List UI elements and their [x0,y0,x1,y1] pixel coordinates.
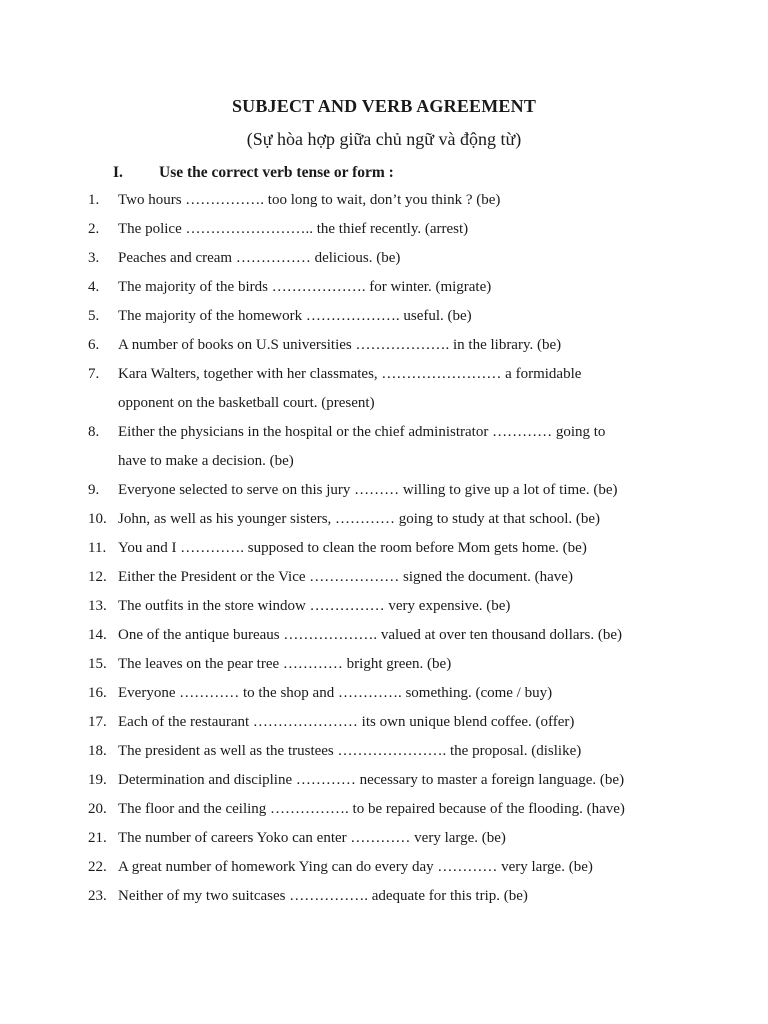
exercise-text: opponent on the basketball court. (present) [118,395,375,411]
exercise-row [0,422,768,451]
exercise-number: 20. [88,801,107,817]
exercise-text: Determination and discipline ………… necessary to master a foreign language. (be) [118,772,625,788]
exercise-number: 3. [88,250,100,266]
exercise-row [0,596,768,625]
exercise-row [0,509,768,538]
exercise-text: Either the physicians in the hospital or the chief administrator ………… going to [118,424,606,440]
exercise-text: The president as well as the trustees …………………. the proposal. (dislike) [118,743,582,759]
exercise-row [0,654,768,683]
exercise-text: Everyone ………… to the shop and …………. something. (come / buy) [118,685,553,701]
exercise-row [0,770,768,799]
exercise-text: The majority of the homework ………………. useful. (be) [118,308,472,324]
exercise-text: Kara Walters, together with her classmates, …………………… a formidable [118,366,582,382]
section-heading [113,163,394,183]
exercise-row [0,567,768,596]
section-number: I. [113,164,123,181]
exercise-text: The number of careers Yoko can enter ………… very large. (be) [118,830,506,846]
exercise-row [0,886,768,915]
exercise-number: 11. [88,540,107,556]
exercise-text: Each of the restaurant ………………… its own unique blend coffee. (offer) [118,714,575,730]
exercise-continuation [0,393,768,422]
exercise-text: The majority of the birds ………………. for winter. (migrate) [118,279,492,295]
exercise-text: Two hours ……………. too long to wait, don’t you think ? (be) [118,192,501,208]
exercise-text: The floor and the ceiling ……………. to be repaired because of the flooding. (have) [118,801,625,817]
exercise-number: 17. [88,714,107,730]
exercise-number: 10. [88,511,107,527]
exercise-row [0,799,768,828]
exercise-number: 1. [88,192,100,208]
exercise-row [0,480,768,509]
exercise-number: 21. [88,830,107,846]
exercise-row [0,190,768,219]
exercise-row [0,712,768,741]
exercise-number: 23. [88,888,107,904]
exercise-text: Neither of my two suitcases ……………. adequate for this trip. (be) [118,888,528,904]
exercise-row [0,248,768,277]
exercise-text: The police …………………….. the thief recently. (arrest) [118,221,469,237]
exercise-text: A great number of homework Ying can do every day ………… very large. (be) [118,859,593,875]
exercise-row [0,277,768,306]
exercise-number: 12. [88,569,107,585]
exercise-number: 5. [88,308,100,324]
exercise-number: 22. [88,859,107,875]
exercise-number: 19. [88,772,107,788]
exercise-number: 15. [88,656,107,672]
exercise-list [0,190,768,915]
exercise-text: Peaches and cream …………… delicious. (be) [118,250,401,266]
exercise-number: 8. [88,424,100,440]
exercise-row [0,538,768,567]
exercise-number: 9. [88,482,100,498]
exercise-text: The leaves on the pear tree ………… bright green. (be) [118,656,452,672]
exercise-row [0,306,768,335]
exercise-row [0,857,768,886]
exercise-number: 2. [88,221,100,237]
exercise-continuation [0,451,768,480]
exercise-number: 14. [88,627,107,643]
exercise-number: 6. [88,337,100,353]
exercise-row [0,219,768,248]
exercise-row [0,625,768,654]
exercise-number: 16. [88,685,107,701]
exercise-text: A number of books on U.S universities ………………. in the library. (be) [118,337,562,353]
exercise-text: You and I …………. supposed to clean the room before Mom gets home. (be) [118,540,587,556]
exercise-text: Everyone selected to serve on this jury ……… willing to give up a lot of time. (be) [118,482,618,498]
exercise-number: 7. [88,366,100,382]
exercise-text: have to make a decision. (be) [118,453,294,469]
exercise-number: 18. [88,743,107,759]
exercise-number: 13. [88,598,107,614]
exercise-row [0,828,768,857]
exercise-text: John, as well as his younger sisters, ………… going to study at that school. (be) [118,511,601,527]
section-instruction: Use the correct verb tense or form : [159,164,394,181]
exercise-text: The outfits in the store window …………… very expensive. (be) [118,598,511,614]
document-title: SUBJECT AND VERB AGREEMENT [231,96,537,116]
exercise-row [0,683,768,712]
document-subtitle: (Sự hòa hợp giữa chủ ngữ và động từ) [246,129,522,149]
exercise-text: One of the antique bureaus ………………. valued at over ten thousand dollars. (be) [118,627,623,643]
exercise-text: Either the President or the Vice ……………… signed the document. (have) [118,569,573,585]
exercise-row [0,741,768,770]
exercise-row [0,335,768,364]
exercise-number: 4. [88,279,100,295]
exercise-row [0,364,768,393]
